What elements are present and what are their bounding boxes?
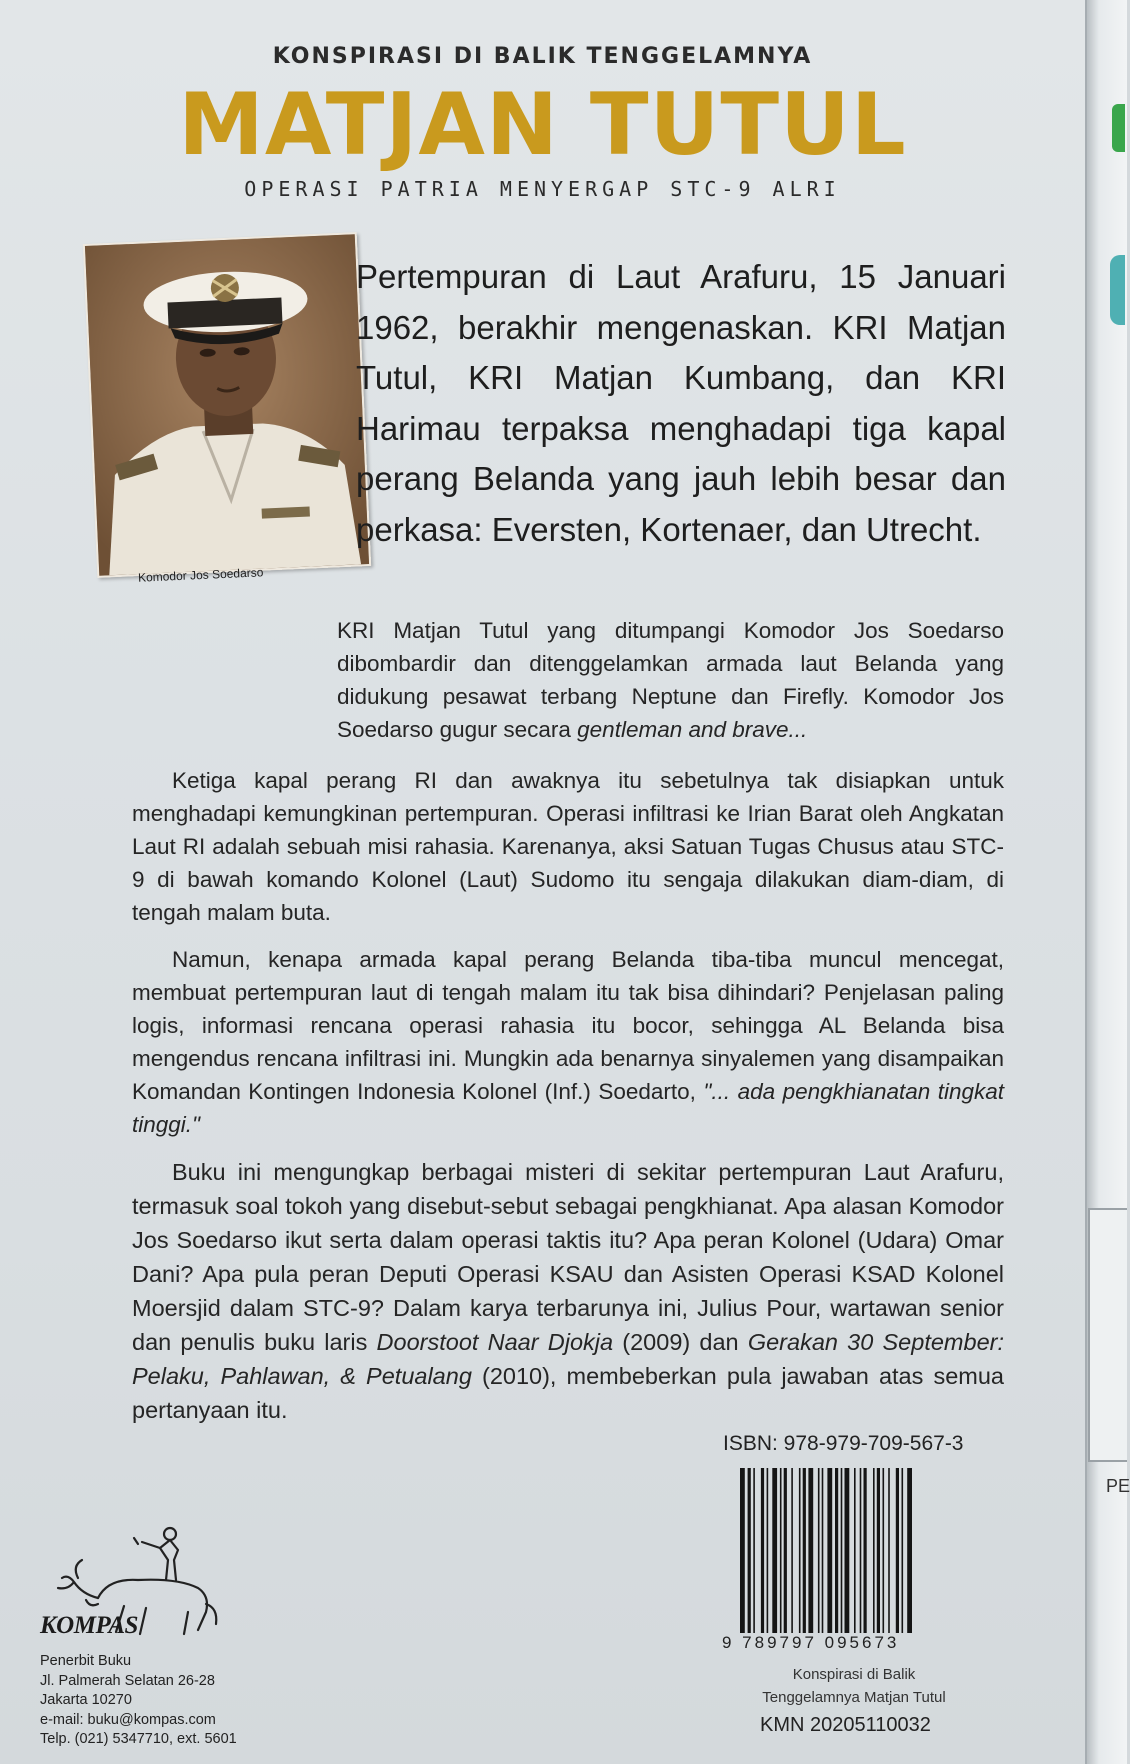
barcode-bar (860, 1468, 862, 1633)
barcode-digits: 9 789797 095673 (722, 1633, 900, 1652)
barcode-bar (841, 1468, 843, 1633)
cover-kicker: KONSPIRASI DI BALIK TENGGELAMNYA (272, 44, 813, 69)
barcode-bar (791, 1468, 793, 1633)
spine-teal-tab (1110, 255, 1125, 325)
barcode-bar (845, 1468, 850, 1633)
isbn-label: ISBN: 978-979-709-567-3 (723, 1432, 964, 1455)
body-paragraph-4 (132, 1155, 1004, 1427)
lead-text: Pertempuran di Laut Arafuru, 15 Januari 1962, berakhir mengenaskan. KRI Matjan Tutul, KRI Matjan Kumbang, dan KRI Harimau terpaksa menghadapi tiga kapal perang Belanda yang jauh lebih besar dan perkasa: Eversten, Kortenaer, dan Utrecht. (356, 258, 1006, 548)
barcode-bar (888, 1468, 890, 1633)
publisher-phone: Telp. (021) 5347710, ext. 5601 (40, 1731, 237, 1747)
body-paragraph-4-text-a: Buku ini mengungkap berbagai misteri di sekitar pertempuran Laut Arafuru, termasuk soal tokoh yang disebut-sebut sebagai pengkhianat. Apa alasan Komodor Jos Soedarso ikut serta dalam operasi taktis itu? Apa peran Kolonel (Udara) Omar Dani? Apa pula peran Deputi Operasi KSAU dan Asisten Operasi KSAD Kolonel Moersjid dalam STC-9? Dalam karya terbarunya ini, Julius Pour, wartawan senior dan penulis buku laris (132, 1159, 1004, 1355)
isbn-barcode (738, 1468, 958, 1638)
body-text (132, 614, 1004, 1441)
body-paragraph-3-text: Namun, kenapa armada kapal perang Belanda tiba-tiba muncul mencegat, membuat pertempuran laut di tengah malam itu tak bisa dihindari? Penjelasan paling logis, informasi rencana operasi rahasia itu bocor, sehingga AL Belanda bisa mengendus rencana infiltrasi ini. Mungkin ada benarnya sinyalemen yang disampaikan Komandan Kontingen Indonesia Kolonel (Inf.) Soedarto, (132, 947, 1004, 1104)
barcode-bar (803, 1468, 806, 1633)
barcode-bar (761, 1468, 764, 1633)
barcode-bar (864, 1468, 867, 1633)
barcode-bar (772, 1468, 777, 1633)
body-paragraph-1-emphasis: gentleman and brave... (577, 717, 808, 742)
barcode-caption-line-1: Konspirasi di Balik (792, 1666, 916, 1683)
barcode-bar (835, 1468, 838, 1633)
barcode-bar (767, 1468, 769, 1633)
spine-green-tab (1112, 104, 1125, 152)
barcode-bar (827, 1468, 832, 1633)
barcode-bar (877, 1468, 880, 1633)
body-paragraph-3-quote: "... ada pengkhianatan tingkat tinggi." (132, 1079, 1004, 1137)
body-paragraph-3 (132, 943, 1004, 1141)
lead-paragraph (356, 252, 1006, 555)
barcode-caption-line-2: Tenggelamnya Matjan Tutul (762, 1689, 946, 1706)
barcode-bar (780, 1468, 782, 1633)
barcode-bar (907, 1468, 912, 1633)
cover-title: MATJAN TUTUL (178, 75, 907, 175)
body-paragraph-4-text-c: (2010), membeberkan pula jawaban atas semua pertanyaan itu. (132, 1363, 1004, 1423)
barcode-bar (799, 1468, 801, 1633)
barcode-bar (873, 1468, 875, 1633)
portrait-photo (83, 232, 371, 578)
barcode-bar (748, 1468, 751, 1633)
photo-caption: Komodor Jos Soedarso (137, 565, 264, 585)
publisher-line-3: Jakarta 10270 (40, 1692, 132, 1708)
officer-portrait-image (85, 234, 369, 575)
body-paragraph-1-text: KRI Matjan Tutul yang ditumpangi Komodor Jos Soedarso dibombardir dan ditenggelamkan armada laut Belanda yang didukung pesawat terbang Neptune dan Firefly. Komodor Jos Soedarso gugur secara (337, 618, 1004, 742)
barcode-bar (784, 1468, 787, 1633)
book-title-gerakan: Gerakan 30 September: Pelaku, Pahlawan, & Petualang (132, 1329, 1004, 1389)
book-title-doorstoot: Doorstoot Naar Djokja (376, 1329, 614, 1355)
barcode-bar (753, 1468, 755, 1633)
publisher-email: e-mail: buku@kompas.com (40, 1711, 216, 1728)
kmn-code: KMN 20205110032 (760, 1714, 931, 1736)
body-paragraph-4-text-b: (2009) dan (613, 1329, 748, 1355)
publisher-line-2: Jl. Palmerah Selatan 26-28 (40, 1672, 215, 1689)
barcode-book-caption (744, 1663, 964, 1709)
spine-label-text: PE (1106, 1476, 1130, 1496)
barcode-bar (822, 1468, 824, 1633)
barcode-bar (896, 1468, 899, 1633)
publisher-address (40, 1652, 237, 1750)
barcode-bar (818, 1468, 820, 1633)
body-paragraph-1 (132, 614, 1004, 746)
barcode-bar (854, 1468, 856, 1633)
cover-subtitle: OPERASI PATRIA MENYERGAP STC-9 ALRI (244, 177, 841, 201)
publisher-brand: KOMPAS (40, 1612, 138, 1639)
barcode-bar (883, 1468, 885, 1633)
publisher-line-1: Penerbit Buku (40, 1653, 132, 1669)
barcode-bar (740, 1468, 745, 1633)
body-paragraph-2: Ketiga kapal perang RI dan awaknya itu sebetulnya tak disiapkan untuk menghadapi kemungkinan pertempuran. Operasi infiltrasi ke Irian Barat oleh Angkatan Laut RI adalah sebuah misi rahasia. Karenanya, aksi Satuan Tugas Chusus atau STC-9 di bawah komando Kolonel (Laut) Sudomo itu sengaja dilakukan diam-diam, di tengah malam buta. (132, 768, 1004, 925)
spine-label-box (1088, 1208, 1127, 1462)
barcode-bar (902, 1468, 904, 1633)
barcode-bar (808, 1468, 813, 1633)
